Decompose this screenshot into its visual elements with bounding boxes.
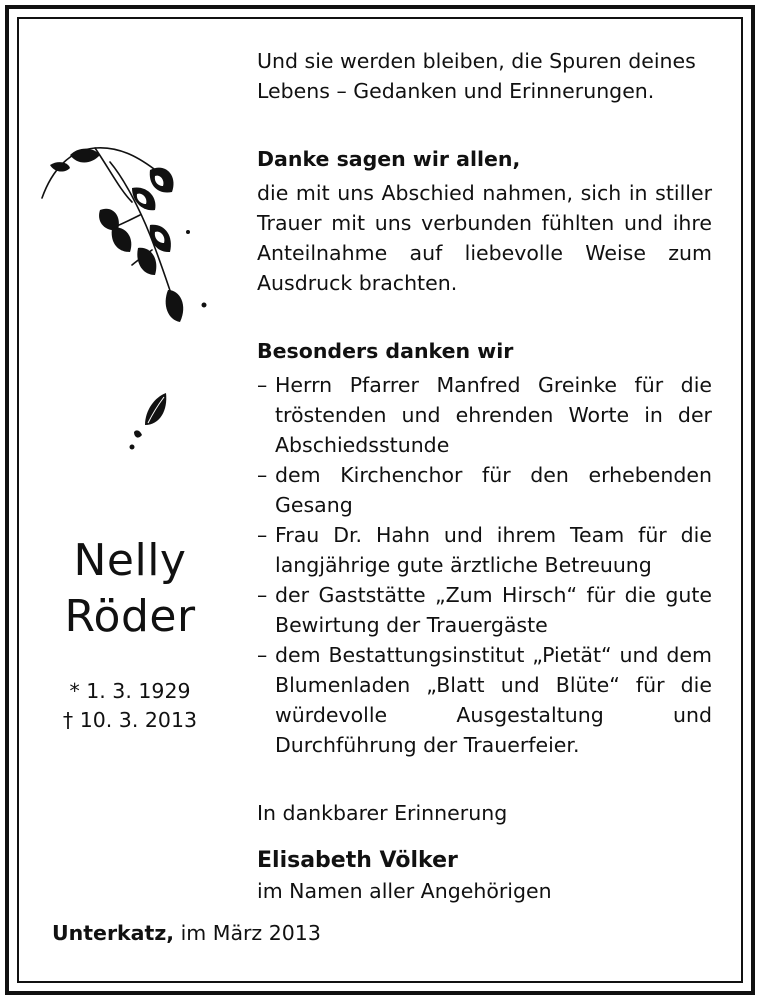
date-text: im März 2013	[180, 921, 321, 945]
poem-line-1: Und sie werden bleiben, die Spuren deines	[257, 49, 696, 73]
life-dates	[30, 677, 230, 735]
memory-line: In dankbarer Erinnerung	[257, 801, 508, 825]
list-item: – dem Kirchenchor für den erhebenden Gesang	[257, 460, 712, 520]
list-item: – dem Bestattungsinstitut „Pietät“ und dem Blumenladen „Blatt und Blüte“ für die würdevolle Ausgestaltung und Durchführung der Trauerfeier.	[257, 640, 712, 760]
place-date	[52, 918, 321, 948]
special-heading: Besonders danken wir	[257, 339, 514, 363]
first-name: Nelly	[73, 535, 187, 586]
list-item: – Herrn Pfarrer Manfred Greinke für die tröstenden und ehrenden Worte in der Abschiedsstunde	[257, 370, 712, 460]
obituary-text	[257, 46, 712, 906]
signer-name: Elisabeth Völker	[257, 848, 458, 873]
birch-branch-icon	[40, 140, 215, 335]
falling-leaf-icon	[120, 385, 180, 460]
last-name: Röder	[64, 591, 196, 642]
thanks-text: die mit uns Abschied nahmen, sich in stiller Trauer mit uns verbunden fühlten und ihre Anteilnahme auf liebevolle Weise zum Ausdruck brachten.	[257, 181, 712, 295]
thanks-list	[257, 370, 712, 760]
place-name: Unterkatz,	[52, 921, 175, 945]
thanks-heading: Danke sagen wir allen,	[257, 147, 521, 171]
birth-date: * 1. 3. 1929	[69, 679, 191, 703]
list-item: – Frau Dr. Hahn und ihrem Team für die langjährige gute ärztliche Betreuung	[257, 520, 712, 580]
poem-line-2: Lebens – Gedanken und Erinnerungen.	[257, 79, 655, 103]
signer-note: im Namen aller Angehörigen	[257, 879, 552, 903]
death-date: † 10. 3. 2013	[62, 708, 198, 732]
list-item: – der Gaststätte „Zum Hirsch“ für die gute Bewirtung der Trauergäste	[257, 580, 712, 640]
deceased-name	[30, 533, 230, 645]
